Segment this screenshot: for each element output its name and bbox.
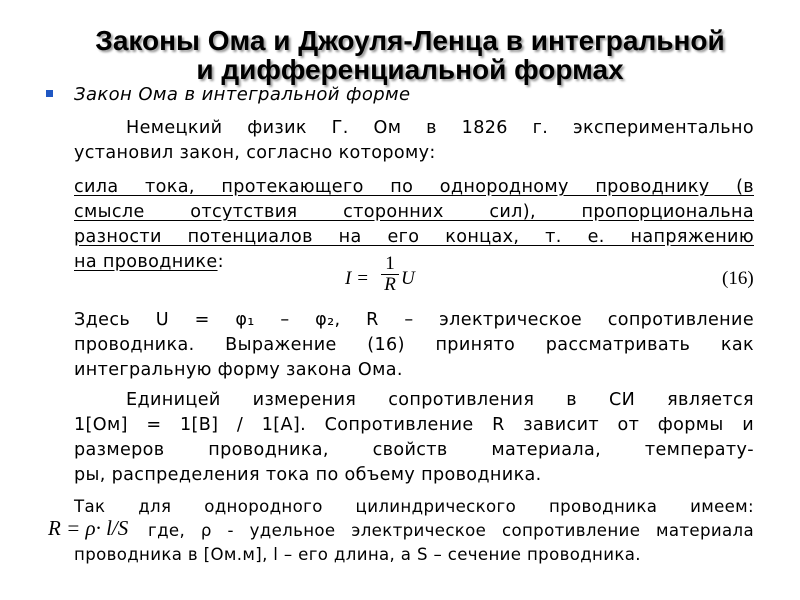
law-line-3: разности потенциалов на его концах, т. е. напряжению — [74, 227, 754, 247]
cylinder-line-1: Так для однородного цилиндрического проводника имеем: — [74, 497, 754, 516]
law-line-4-tail: : — [217, 252, 224, 272]
explanation-paragraph — [74, 308, 754, 383]
intro-line-2: установил закон, согласно которому: — [74, 143, 436, 163]
intro-line-1: Немецкий физик Г. Ом в 1826 г. экспериментально — [126, 118, 754, 138]
units-line-3: размеров проводника, свойств материала, температу- — [74, 440, 754, 460]
formula-numerator: 1 — [385, 253, 395, 274]
cylinder-line-3: проводника в [Ом.м], l – его длина, а S – сечение проводника. — [74, 545, 641, 564]
explain-line-3: интегральную форму закона Ома. — [74, 360, 403, 380]
law-line-1: сила тока, протекающего по однородному проводнику (в — [74, 177, 754, 197]
resistance-formula: R = ρ· l/S — [48, 516, 129, 540]
page-title — [40, 26, 780, 84]
title-line-1: Законы Ома и Джоуля-Ленца в интегральной — [95, 25, 725, 56]
bullet-square-icon — [46, 90, 53, 97]
intro-paragraph — [74, 116, 754, 166]
equation-number: (16) — [722, 268, 754, 289]
formula-fraction — [381, 254, 399, 295]
units-line-4: ры, распределения тока по объему проводника. — [74, 465, 542, 485]
units-line-1: Единицей измерения сопротивления в СИ является — [126, 390, 754, 410]
units-line-2: 1[Ом] = 1[В] / 1[А]. Сопротивление R зависит от формы и — [74, 415, 754, 435]
formula-rhs: U — [401, 268, 415, 289]
formula-lhs: I = — [345, 268, 369, 289]
explain-line-1: Здесь U = φ₁ – φ₂, R – электрическое сопротивление — [74, 310, 754, 330]
formula-denominator: R — [384, 274, 396, 295]
section-subheading: Закон Ома в интегральной форме — [74, 84, 411, 105]
ohm-law-statement — [74, 175, 754, 275]
cylinder-line-2: где, ρ - удельное электрическое сопротивление материала — [148, 521, 754, 540]
law-line-4-underlined: на проводнике — [74, 252, 218, 272]
title-line-2: и дифференциальной формах — [196, 54, 624, 85]
law-line-2: смысле отсутствия сторонних сил), пропорциональна — [74, 202, 754, 222]
explain-line-2: проводника. Выражение (16) принято рассматривать как — [74, 335, 754, 355]
cylinder-paragraph — [74, 495, 754, 567]
units-paragraph — [74, 388, 754, 488]
